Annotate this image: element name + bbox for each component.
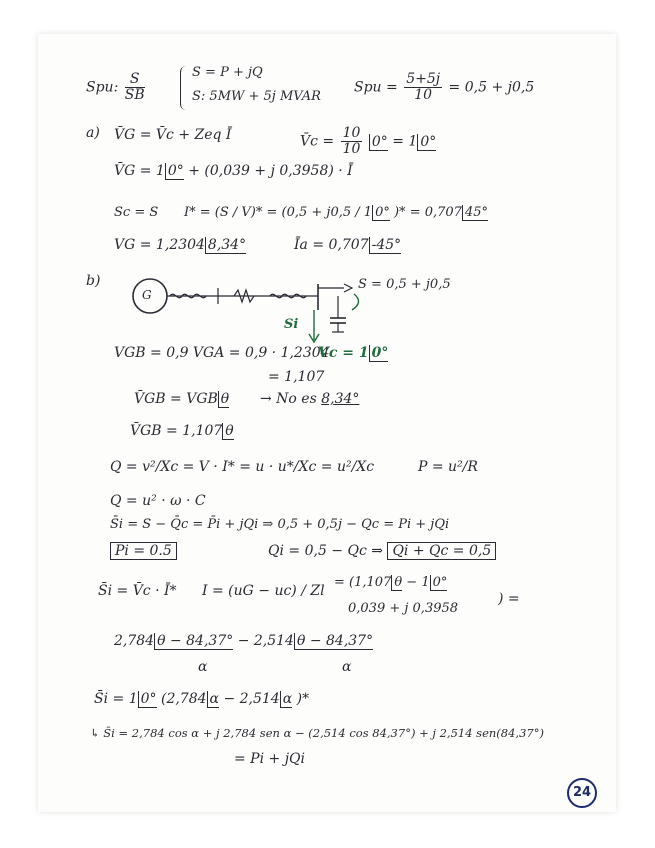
si-label: Si bbox=[284, 317, 299, 332]
b-si-equation: S̄i = S − Q̄c = P̄i + jQi ⇒ 0,5 + 0,5j − Qc = Pi + jQi bbox=[110, 517, 450, 532]
a-line2: V̄G = 1 0° + (0,039 + j 0,3958) · Ī bbox=[114, 163, 353, 179]
circuit-diagram bbox=[38, 270, 616, 350]
a-line3: I* = (S / V)* = (0,5 + j0,5 / 1 0° )* = 0,707 45° bbox=[184, 205, 488, 220]
b-line4: V̄GB = 1,107 θ bbox=[130, 423, 234, 439]
alpha-symbol-1: α bbox=[198, 659, 208, 675]
a-line4-left: VG = 1,2304 8,34° bbox=[114, 237, 247, 253]
a-line4-right: Īa = 0,707 -45° bbox=[294, 237, 402, 253]
b-vc-label: Vc = 1 0° bbox=[318, 345, 389, 361]
b-p-equation: P = u²/R bbox=[418, 459, 478, 475]
b-si2-right: = (1,107 θ − 1 0° bbox=[334, 575, 448, 590]
spu-eq1: S = P + jQ bbox=[192, 65, 263, 80]
b-line2: = 1,107 bbox=[268, 369, 325, 385]
b-si2-denominator: 0,039 + j 0,3958 bbox=[348, 601, 459, 616]
b-line3: V̄GB = VGB θ bbox=[134, 391, 230, 407]
b-q-equation: Q = v²/Xc = V · I* = u · u*/Xc = u²/Xc bbox=[110, 459, 375, 475]
b-si2-equals: ) = bbox=[498, 591, 520, 607]
b-q2-equation: Q = u² · ω · C bbox=[110, 493, 206, 509]
b-qi-equation: Qi = 0,5 − Qc ⇒ Qi + Qc = 0,5 bbox=[268, 542, 496, 560]
b-pi-box: Pi = 0.5 bbox=[110, 542, 177, 560]
a-line1-left: V̄G = V̄c + Zeq Ī bbox=[114, 127, 232, 143]
alpha-symbol-2: α bbox=[342, 659, 352, 675]
b-final-equation-2: = Pi + jQi bbox=[234, 751, 306, 767]
spu-calculation: Spu = $\frac{5+5j}{10}$ = 0,5 + j0,5 bbox=[354, 71, 535, 103]
b-si2-mid: I = (uG − uc) / Zl bbox=[202, 583, 325, 599]
generator-label: G bbox=[142, 288, 152, 302]
spu-definition: Spu: $\frac{S}{SB}$ bbox=[86, 71, 145, 103]
reactive-arrow bbox=[352, 294, 359, 310]
load-arrow bbox=[344, 284, 352, 292]
b-alpha-line: 2,784 θ − 84,37° − 2,514 θ − 84,37° bbox=[114, 633, 374, 649]
part-b-label: b) bbox=[86, 273, 101, 289]
spu-eq2: S: 5MW + 5j MVAR bbox=[192, 89, 321, 104]
load-label: S = 0,5 + j0,5 bbox=[358, 277, 451, 292]
b-line3-note: → No es 8,34° bbox=[260, 391, 360, 407]
notebook-page bbox=[38, 34, 616, 812]
curly-brace bbox=[180, 66, 187, 110]
part-a-label: a) bbox=[86, 125, 100, 141]
page-number-badge: 24 bbox=[567, 778, 597, 808]
b-line1: VGB = 0,9 VGA = 0,9 · 1,2304 bbox=[114, 345, 330, 361]
a-line3-left: Sc = S bbox=[114, 205, 159, 220]
spu-fraction: $\frac{S}{SB}$ bbox=[124, 71, 145, 103]
b-final-equation: ↳ S̄i = 2,784 cos α + j 2,784 sen α − (2,514 cos 84,37°) + j 2,514 sen(84,37°) bbox=[90, 726, 544, 740]
b-si2-left: S̄i = V̄c · Ī* bbox=[98, 583, 177, 599]
line-coil-2 bbox=[270, 294, 306, 297]
a-line1-right: V̄c = $\frac{10}{10}$ 0° = 1 0° bbox=[300, 125, 437, 157]
b-si3: S̄i = 1 0° (2,784 α − 2,514 α )* bbox=[94, 691, 310, 707]
